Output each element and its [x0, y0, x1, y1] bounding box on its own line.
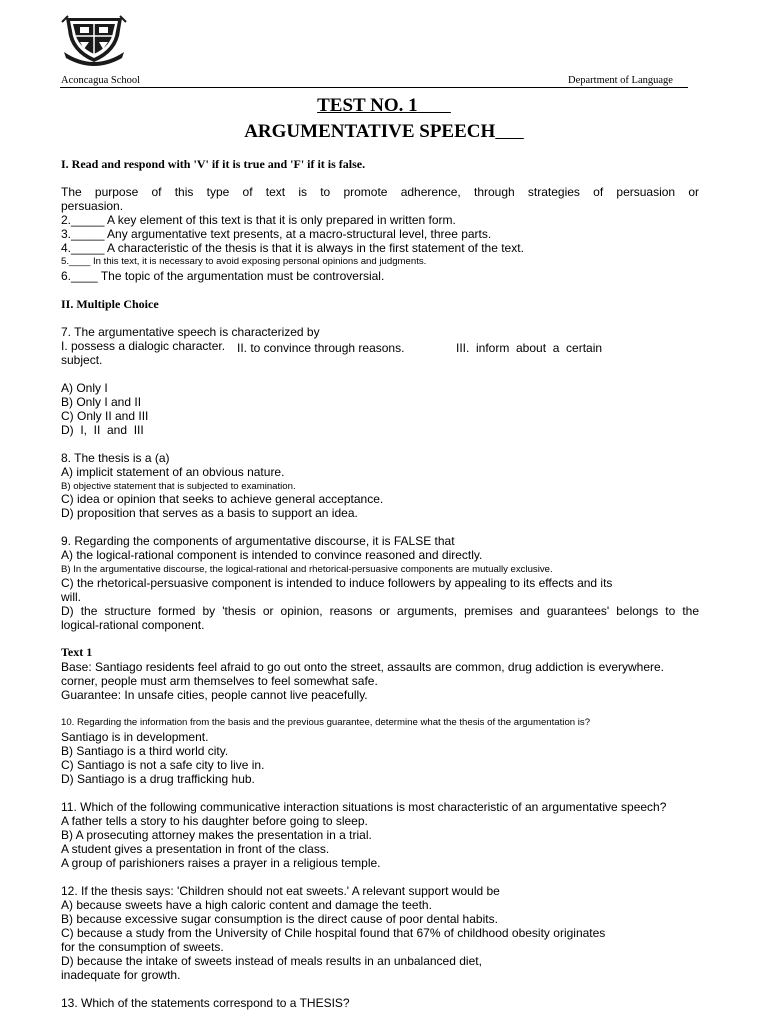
q9-answer-d-line1: D) the structure formed by 'thesis or opinion, reasons or arguments, premises and guarantees' belongs to the — [61, 604, 699, 618]
q7-stem: 7. The argumentative speech is characterized by — [61, 325, 320, 339]
q6: 6.____ The topic of the argumentation must be controversial. — [61, 269, 385, 283]
q7-option-iii-cont: subject. — [61, 353, 103, 367]
q3: 3._____ Any argumentative text presents, at a macro-structural level, three parts. — [61, 227, 492, 241]
q12-answer-b: B) because excessive sugar consumption is the direct cause of poor dental habits. — [61, 912, 498, 926]
department-name: Department of Language — [568, 75, 673, 86]
q9-answer-b: B) In the argumentative discourse, the logical-rational and rhetorical-persuasive components are mutually exclusive. — [61, 564, 553, 575]
school-crest-logo — [60, 12, 128, 66]
q10-answer-c: C) Santiago is not a safe city to live in. — [61, 758, 265, 772]
q9-answer-a: A) the logical-rational component is intended to convince reasoned and directly. — [61, 548, 483, 562]
q10-answer-a: Santiago is in development. — [61, 730, 209, 744]
q7-answer-c: C) Only II and III — [61, 409, 149, 423]
q11-answer-d: A group of parishioners raises a prayer in a religious temple. — [61, 856, 381, 870]
q7-option-ii: II. to convince through reasons. — [237, 341, 405, 355]
section-1-heading: I. Read and respond with 'V' if it is true and 'F' if it is false. — [61, 157, 366, 171]
q11-stem: 11. Which of the following communicative interaction situations is most characteristic of an argumentative speech? — [61, 800, 667, 814]
q7-option-iii: III. inform about a certain — [456, 341, 603, 355]
q12-answer-d-line2: inadequate for growth. — [61, 968, 181, 982]
q12-answer-d-line1: D) because the intake of sweets instead of meals results in an unbalanced diet, — [61, 954, 482, 968]
q9-answer-c-line1: C) the rhetorical-persuasive component is intended to induce followers by appealing to its effects and its — [61, 576, 613, 590]
section-2-heading: II. Multiple Choice — [61, 297, 159, 311]
q10-stem: 10. Regarding the information from the basis and the previous guarantee, determine what the thesis of the argumentation is? — [61, 717, 591, 728]
q12-stem: 12. If the thesis says: 'Children should not eat sweets.' A relevant support would be — [61, 884, 500, 898]
header-rule — [60, 87, 688, 88]
q9-stem: 9. Regarding the components of argumentative discourse, it is FALSE that — [61, 534, 455, 548]
test-subtitle — [0, 121, 768, 143]
q8-answer-a: A) implicit statement of an obvious nature. — [61, 465, 285, 479]
test-subtitle-text: ARGUMENTATIVE SPEECH — [244, 121, 496, 142]
q8-answer-b: B) objective statement that is subjected to examination. — [61, 481, 296, 492]
q7-answer-b: B) Only I and II — [61, 395, 142, 409]
test-title — [0, 95, 768, 117]
q8-answer-c: C) idea or opinion that seeks to achieve general acceptance. — [61, 492, 384, 506]
q7-option-i: I. possess a dialogic character. — [61, 339, 226, 353]
text-1-base-line1: Base: Santiago residents feel afraid to go out onto the street, assaults are common, drug addiction is everywhere. — [61, 660, 665, 674]
q13-stem: 13. Which of the statements correspond to a THESIS? — [61, 996, 350, 1010]
q7-answer-d: D) I, II and III — [61, 423, 144, 437]
q12-answer-c-line1: C) because a study from the University of Chile hospital found that 67% of childhood obesity originates — [61, 926, 606, 940]
q4: 4._____ A characteristic of the thesis is that it is always in the first statement of the text. — [61, 241, 524, 255]
text-1-base-line2: corner, people must arm themselves to feel somewhat safe. — [61, 674, 378, 688]
q12-answer-a: A) because sweets have a high caloric content and damage the teeth. — [61, 898, 432, 912]
q8-stem: 8. The thesis is a (a) — [61, 451, 170, 465]
q1-line2: persuasion. — [61, 199, 124, 213]
q8-answer-d: D) proposition that serves as a basis to support an idea. — [61, 506, 358, 520]
q11-answer-b: B) A prosecuting attorney makes the presentation in a trial. — [61, 828, 372, 842]
q1-line1: The purpose of this type of text is to promote adherence, through strategies of persuasion or — [61, 185, 699, 199]
test-number: TEST NO. 1 — [317, 95, 418, 116]
q7-answer-a: A) Only I — [61, 381, 108, 395]
text-1-heading: Text 1 — [61, 645, 93, 659]
q9-answer-c-line2: will. — [61, 590, 81, 604]
q11-answer-a: A father tells a story to his daughter before going to sleep. — [61, 814, 368, 828]
q5: 5.____ In this text, it is necessary to avoid exposing personal opinions and judgments. — [61, 256, 427, 267]
q11-answer-c: A student gives a presentation in front of the class. — [61, 842, 330, 856]
q9-answer-d-line2: logical-rational component. — [61, 618, 205, 632]
text-1-guarantee: Guarantee: In unsafe cities, people cannot live peacefully. — [61, 688, 368, 702]
q10-answer-d: D) Santiago is a drug trafficking hub. — [61, 772, 255, 786]
q2: 2._____ A key element of this text is that it is only prepared in written form. — [61, 213, 456, 227]
school-name: Aconcagua School — [61, 75, 141, 86]
q10-answer-b: B) Santiago is a third world city. — [61, 744, 229, 758]
q12-answer-c-line2: for the consumption of sweets. — [61, 940, 224, 954]
